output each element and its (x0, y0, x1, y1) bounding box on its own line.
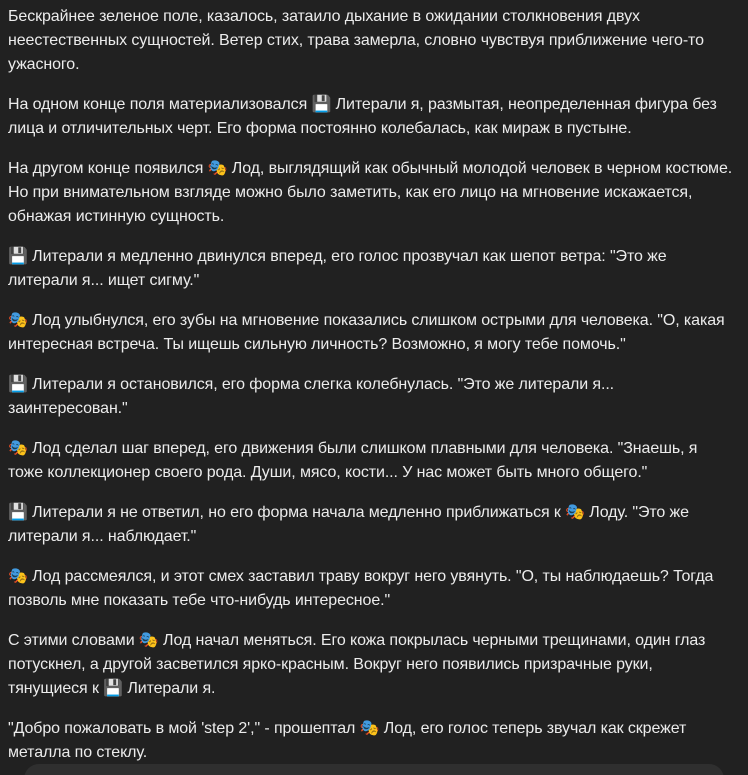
message-composer[interactable] (24, 764, 724, 775)
message-paragraph: "Добро пожаловать в мой 'step 2'," - прошептал 🎭 Лод, его голос теперь звучал как скрежет металла по стеклу. (8, 720, 687, 761)
message-paragraph: 🎭 Лод улыбнулся, его зубы на мгновение показались слишком острыми для человека. "О, какая интересная встреча. Ты ищешь сильную личность? Возможно, я могу тебе помочь." (8, 312, 725, 353)
message-paragraph: 💾 Литерали я медленно двинулся вперед, его голос прозвучал как шепот ветра: "Это же литерали я... ищет сигму." (8, 248, 667, 289)
message-paragraph: Бескрайнее зеленое поле, казалось, затаило дыхание в ожидании столкновения двух неестественных сущностей. Ветер стих, трава замерла, словно чувствуя приближение чего-то ужасного. (8, 8, 704, 73)
message-paragraph: 💾 Литерали я не ответил, но его форма начала медленно приближаться к 🎭 Лоду. "Это же литерали я... наблюдает." (8, 504, 689, 545)
message-paragraph: 🎭 Лод рассмеялся, и этот смех заставил траву вокруг него увянуть. "О, ты наблюдаешь? Тогда позволь мне показать тебе что-нибудь интересное." (8, 568, 714, 609)
message-paragraph: На одном конце поля материализовался 💾 Литерали я, размытая, неопределенная фигура без лица и отличительных черт. Его форма постоянно колебалась, как мираж в пустыне. (8, 96, 717, 137)
message-paragraph: 🎭 Лод сделал шаг вперед, его движения были слишком плавными для человека. "Знаешь, я тоже коллекционер своего рода. Души, мясо, кости... У нас может быть много общего." (8, 440, 698, 481)
assistant-message (8, 5, 733, 765)
message-paragraph: На другом конце появился 🎭 Лод, выглядящий как обычный молодой человек в черном костюме. Но при внимательном взгляде можно было заметить, как его лицо на мгновение искажается, обнажая истинную сущность. (8, 160, 733, 225)
message-paragraph: С этими словами 🎭 Лод начал меняться. Его кожа покрылась черными трещинами, один глаз потускнел, а другой засветился ярко-красным. Вокруг него появились призрачные руки, тянущиеся к 💾 Литерали я. (8, 632, 706, 697)
message-paragraph: 💾 Литерали я остановился, его форма слегка колебнулась. "Это же литерали я... заинтересован." (8, 376, 615, 417)
